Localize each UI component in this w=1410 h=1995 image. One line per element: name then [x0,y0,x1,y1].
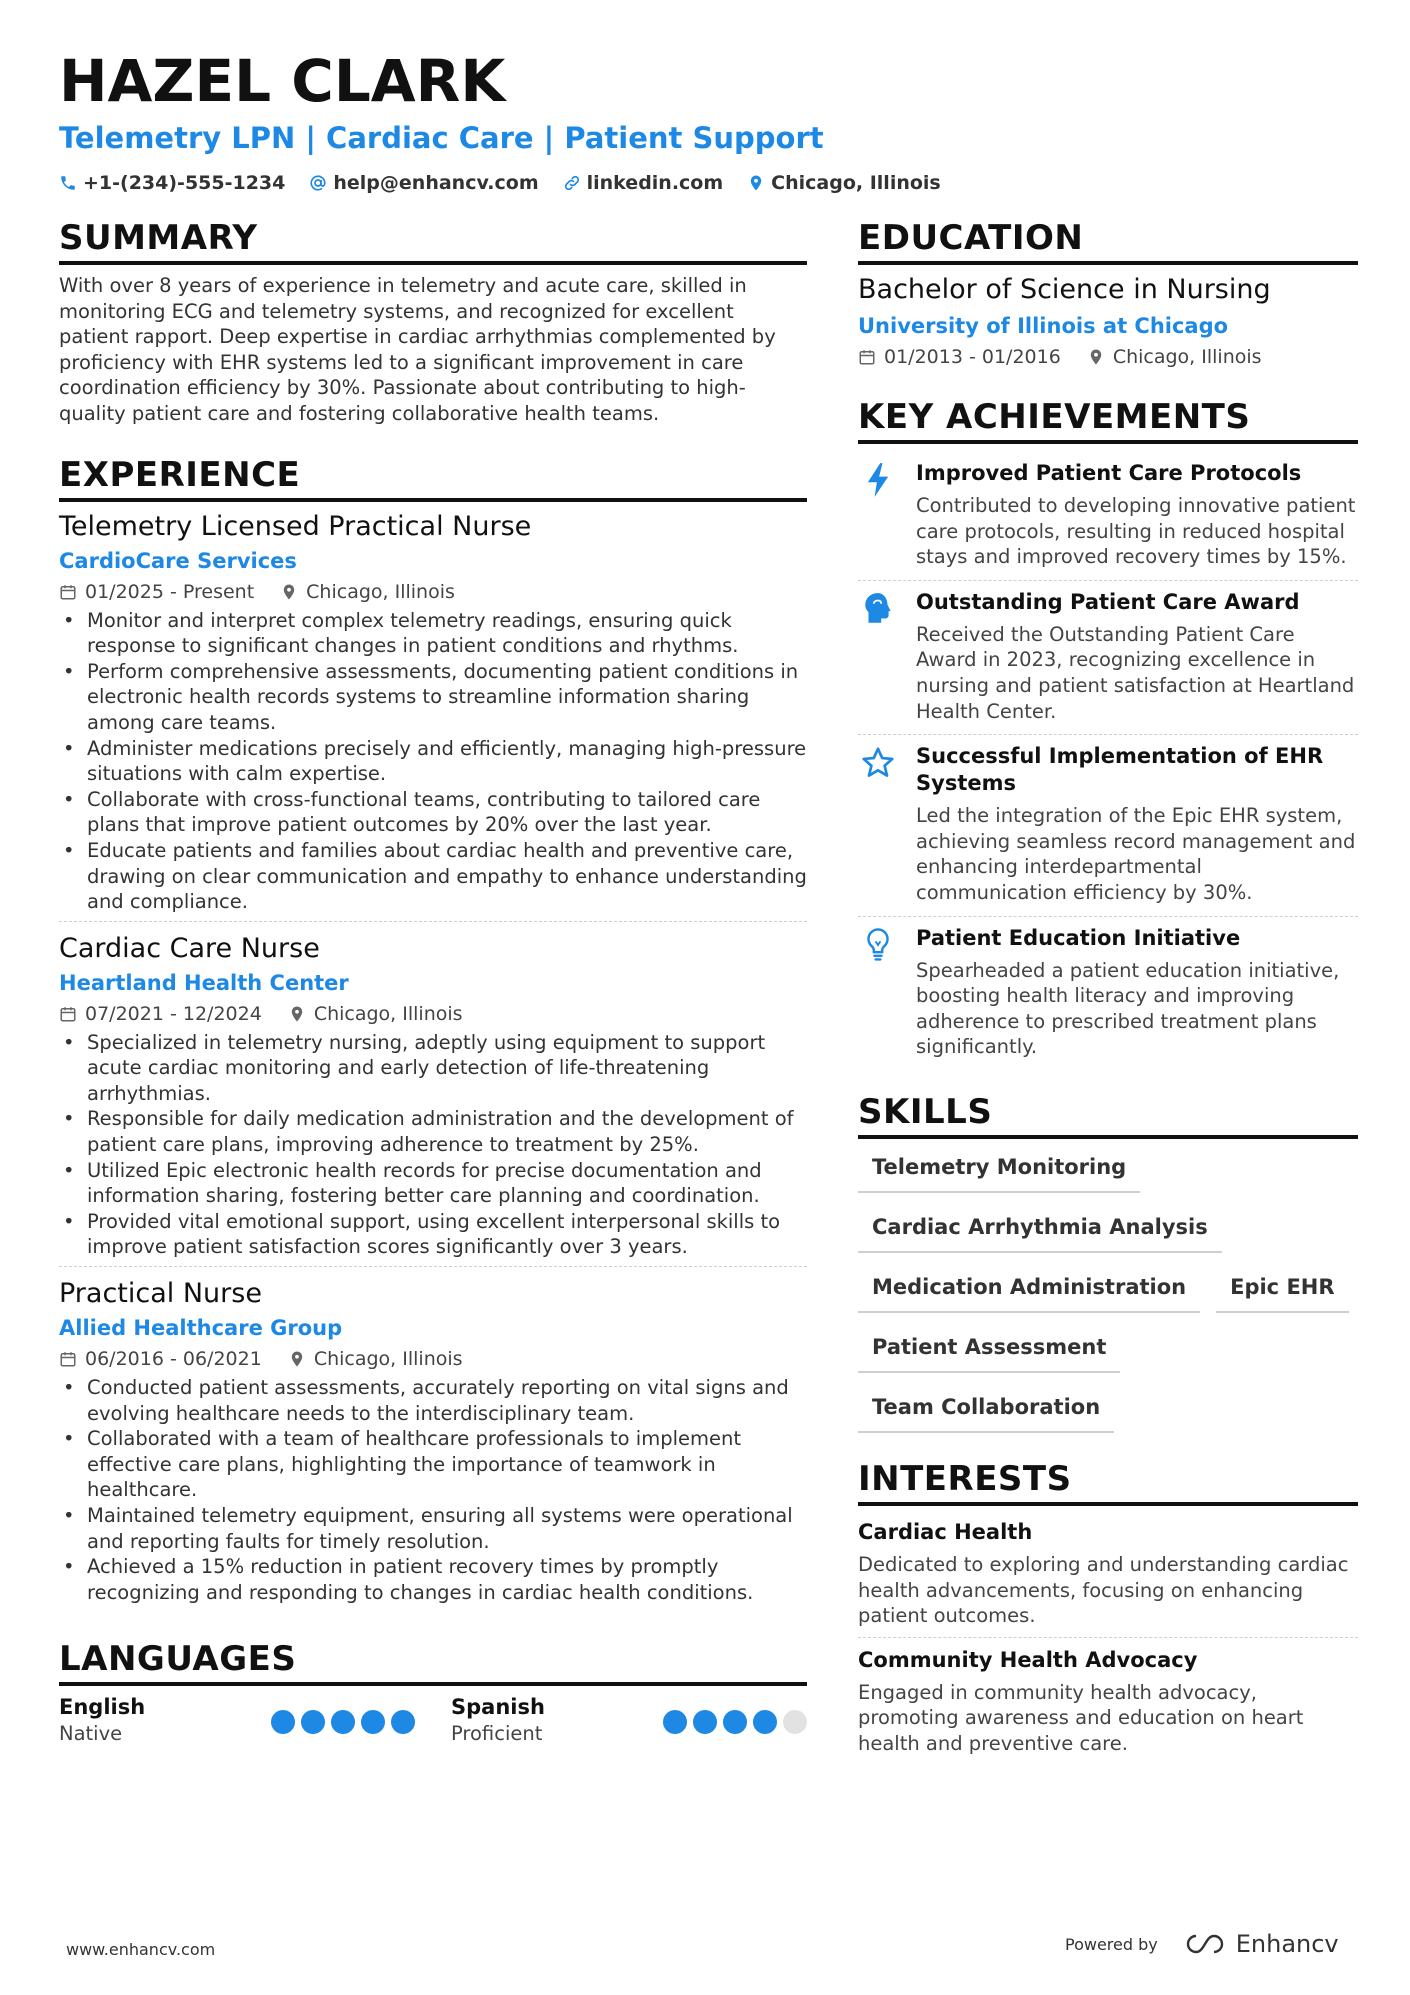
school-name: University of Illinois at Chicago [858,314,1229,338]
degree-title: Bachelor of Science in Nursing [858,274,1271,305]
at-icon [309,174,327,192]
job-bullets [59,1375,807,1605]
language-name: English [59,1695,146,1720]
interest-title: Community Health Advocacy [858,1647,1198,1672]
location-pin-icon [288,1005,306,1023]
job-entry [59,921,807,1266]
job-bullet: • Monitor and interpret complex telemetry readings, ensuring quick response to significant changes in patient conditions and rhythms. [59,608,807,659]
company-name: Allied Healthcare Group [59,1316,343,1341]
lightbulb-icon [863,927,893,963]
language-item [451,1694,807,1748]
rating-dot-filled [271,1710,295,1734]
language-rating [663,1710,807,1734]
interests-section [858,1459,1358,1765]
interest-title: Cardiac Health [858,1519,1033,1544]
job-location: Chicago, Illinois [313,1348,463,1371]
job-bullet: • Perform comprehensive assessments, documenting patient conditions in electronic health records systems to streamline information sharing among care teams. [59,659,807,736]
job-location: Chicago, Illinois [313,1002,463,1025]
location-pin-icon [280,583,298,601]
job-location: Chicago, Illinois [306,580,455,603]
job-title: Telemetry Licensed Practical Nurse [59,510,532,542]
job-bullets [59,1030,807,1260]
job-bullet: • Collaborated with a team of healthcare professionals to implement effective care plans, highlighting the importance of teamwork in healthcare. [59,1426,807,1503]
job-bullet: • Provided vital emotional support, using excellent interpersonal skills to improve patient satisfaction scores significantly over 3 years. [59,1209,807,1260]
skill-tag: Team Collaboration [858,1389,1114,1433]
achievement-item [858,452,1358,580]
job-bullet: • Utilized Epic electronic health records for precise documentation and information sharing, fostering better care planning and coordination. [59,1158,807,1209]
brand-logo[interactable] [1182,1930,1339,1958]
achievement-desc: Received the Outstanding Patient Care Award in 2023, recognizing excellence in nursing and patient satisfaction at Heartland Health Center. [916,622,1355,723]
candidate-headline: Telemetry LPN | Cardiac Care | Patient Support [59,121,824,155]
job-bullet: • Collaborate with cross-functional teams, contributing to tailored care plans that improve patient outcomes by 20% over the last year. [59,787,807,838]
contact-location-text: Chicago, Illinois [771,172,941,194]
resume-header [59,46,1359,194]
achievement-title: Improved Patient Care Protocols [916,461,1302,485]
footer-branding [1065,1930,1339,1958]
rating-dot-filled [361,1710,385,1734]
rating-dot-filled [331,1710,355,1734]
skill-tag: Telemetry Monitoring [858,1149,1140,1193]
job-entry [59,510,807,921]
skills-heading: SKILLS [858,1092,1358,1139]
job-dates: 01/2025 - Present [85,580,255,603]
link-icon [563,174,581,192]
education-heading: EDUCATION [858,218,1358,265]
phone-icon [59,174,77,192]
job-bullet: • Educate patients and families about cardiac health and preventive care, drawing on clear communication and empathy to enhance understanding and compliance. [59,838,807,915]
job-bullets [59,608,807,915]
skill-tag: Patient Assessment [858,1329,1120,1373]
job-bullet: • Achieved a 15% reduction in patient recovery times by promptly recognizing and responding to changes in cardiac health conditions. [59,1554,807,1605]
education-meta [858,343,1358,371]
star-icon [860,745,896,781]
skill-tag: Epic EHR [1216,1269,1348,1313]
summary-text: With over 8 years of experience in telemetry and acute care, skilled in monitoring ECG and telemetry systems, and recognized for excellent patient rapport. Deep expertise in cardiac arrhythmias complemented by proficiency with EHR systems led to a significant improvement in care coordination efficiency by 30%. Passionate about contributing to high-quality patient care and fostering collaborative health teams. [59,274,776,425]
job-bullet: • Maintained telemetry equipment, ensuring all systems were operational and reporting faults for timely resolution. [59,1503,807,1554]
interests-heading: INTERESTS [858,1459,1358,1506]
rating-dot-filled [723,1710,747,1734]
company-name: CardioCare Services [59,548,297,573]
achievement-desc: Led the integration of the Epic EHR system, achieving seamless record management and enhancing interdepartmental communication efficiency by 30%. [916,804,1356,904]
contact-linkedin[interactable] [563,172,724,194]
rating-dot-filled [753,1710,777,1734]
experience-heading: EXPERIENCE [59,455,807,502]
job-meta [59,1000,807,1028]
location-pin-icon [288,1350,306,1368]
contact-email[interactable] [309,172,538,194]
achievement-item [858,734,1358,915]
achievements-heading: KEY ACHIEVEMENTS [858,397,1358,444]
achievement-title: Patient Education Initiative [916,925,1241,950]
interest-item [858,1514,1358,1637]
languages-section [59,1639,807,1748]
job-title: Cardiac Care Nurse [59,932,320,964]
job-meta [59,1345,807,1373]
summary-section [59,218,807,427]
achievement-item [858,916,1358,1070]
language-rating [271,1710,415,1734]
rating-dot-filled [391,1710,415,1734]
interest-item [858,1637,1358,1765]
achievement-title: Successful Implementation of EHR Systems [916,744,1324,796]
enhancv-logo-icon [1182,1932,1228,1956]
job-bullet: • Conducted patient assessments, accurately reporting on vital signs and evolving healthcare needs to the interdisciplinary team. [59,1375,807,1426]
calendar-icon [59,1005,77,1023]
languages-heading: LANGUAGES [59,1639,807,1686]
language-name: Spanish [451,1695,545,1720]
achievement-desc: Spearheaded a patient education initiative, boosting health literacy and improving adherence to prescribed treatment plans significantly. [916,958,1340,1059]
job-dates: 07/2021 - 12/2024 [85,1002,262,1025]
brand-name: Enhancv [1235,1930,1339,1958]
achievement-item [858,580,1358,734]
education-location: Chicago, Illinois [1112,346,1262,368]
achievement-desc: Contributed to developing innovative patient care protocols, resulting in reduced hospital stays and improved recovery times by 15%. [916,494,1356,569]
job-bullet: • Responsible for daily medication administration and the development of patient care plans, improving adherence to treatment by 25%. [59,1106,807,1157]
language-level: Native [59,1722,123,1746]
interest-desc: Engaged in community health advocacy, promoting awareness and education on heart health and preventive care. [858,1680,1304,1755]
contact-location [747,172,941,194]
achievements-section [858,397,1358,1070]
calendar-icon [59,1350,77,1368]
rating-dot-filled [301,1710,325,1734]
summary-heading: SUMMARY [59,218,807,265]
contact-email-text: help@enhancv.com [333,172,539,194]
job-bullet: • Administer medications precisely and efficiently, managing high-pressure situations with calm expertise. [59,736,807,787]
job-bullet: • Specialized in telemetry nursing, adeptly using equipment to support acute cardiac monitoring and early detection of life-threatening arrhythmias. [59,1030,807,1107]
footer-website[interactable]: www.enhancv.com [66,1940,216,1959]
job-dates: 06/2016 - 06/2021 [85,1348,262,1371]
job-title: Practical Nurse [59,1278,262,1310]
location-pin-icon [747,174,765,192]
skills-list [858,1149,1358,1433]
powered-by-text: Powered by [1065,1934,1158,1954]
interest-desc: Dedicated to exploring and understanding cardiac health advancements, focusing on enhancing patient outcomes. [858,1552,1349,1628]
skill-tag: Medication Administration [858,1269,1200,1313]
lightning-icon [864,462,892,498]
contact-phone[interactable] [59,172,285,194]
language-item [59,1694,415,1748]
location-pin-icon [1087,348,1105,366]
skills-section [858,1092,1358,1433]
job-meta [59,578,807,606]
skill-tag: Cardiac Arrhythmia Analysis [858,1209,1222,1253]
calendar-icon [858,348,876,366]
left-column [59,218,807,1748]
experience-section [59,455,807,1612]
contact-phone-text: +1-(234)-555-1234 [83,172,286,194]
rating-dot-filled [693,1710,717,1734]
rating-dot-filled [663,1710,687,1734]
calendar-icon [59,583,77,601]
candidate-name: HAZEL CLARK [59,47,506,115]
contact-linkedin-text: linkedin.com [586,172,724,194]
contact-bar [59,172,1359,194]
language-level: Proficient [451,1722,543,1746]
company-name: Heartland Health Center [59,970,349,995]
rating-dot-empty [783,1710,807,1734]
education-section [858,218,1358,371]
right-column [858,218,1358,1764]
languages-list [59,1694,807,1748]
achievement-title: Outstanding Patient Care Award [916,589,1300,614]
head-icon [861,591,895,627]
job-entry [59,1266,807,1611]
education-dates: 01/2013 - 01/2016 [884,346,1061,368]
